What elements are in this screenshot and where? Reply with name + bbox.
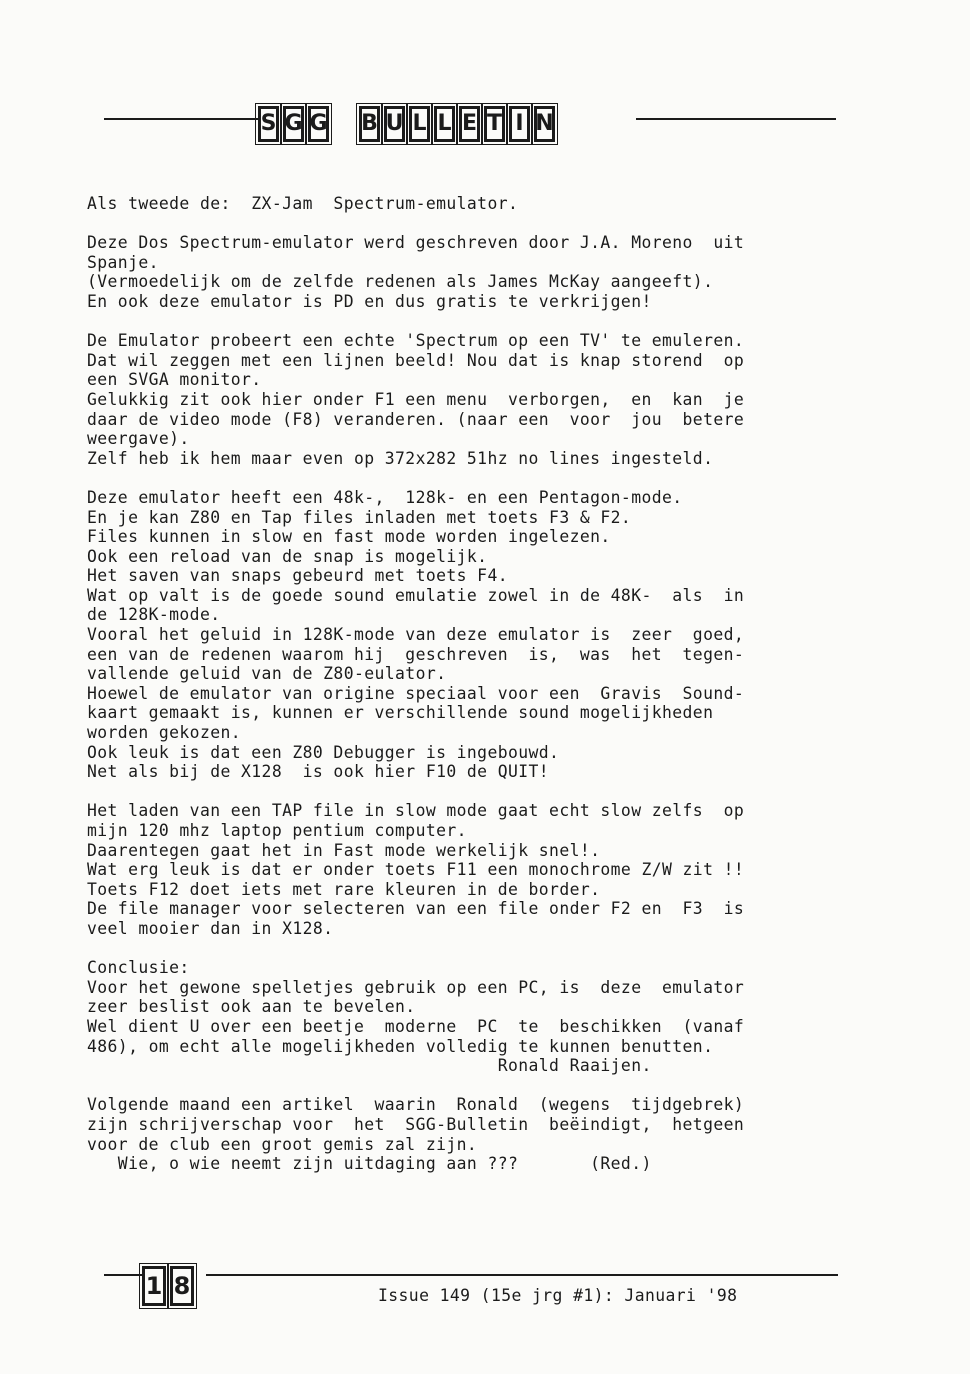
text-line: Volgende maand een artikel waarin Ronald (wegens tijdgebrek)	[87, 1095, 745, 1115]
text-line: Het saven van snaps gebeurd met toets F4.	[87, 566, 508, 586]
text-line: En je kan Z80 en Tap files inladen met toets F3 & F2.	[87, 507, 632, 527]
text-line: Ronald Raaijen.	[87, 1056, 652, 1076]
text-line: zijn schrijverschap voor het SGG-Bulletin beëindigt, hetgeen	[87, 1114, 745, 1134]
paragraph-gap	[87, 939, 857, 959]
masthead-letter: G	[308, 106, 329, 142]
text-line: De Emulator probeert een echte 'Spectrum op een TV' te emuleren.	[87, 331, 745, 351]
text-line: een van de redenen waarom hij geschreven is, was het tegen-	[87, 644, 745, 664]
masthead-word-bulletin	[359, 106, 555, 142]
text-line: De file manager voor selecteren van een file onder F2 en F3 is	[87, 899, 745, 919]
page-number-letter: 1	[142, 1266, 166, 1306]
text-line: voor de club een groot gemis zal zijn.	[87, 1134, 478, 1154]
text-line: vallende geluid van de Z80-eulator.	[87, 664, 447, 684]
masthead-letter: U	[384, 106, 405, 142]
masthead-letter: E	[459, 106, 480, 142]
masthead-letter: T	[484, 106, 505, 142]
masthead-letter: N	[534, 106, 555, 142]
text-line: zeer beslist ook aan te bevelen.	[87, 997, 416, 1017]
text-line: daar de video mode (F8) veranderen. (naar een voor jou betere	[87, 409, 745, 429]
article-body	[87, 194, 857, 1174]
text-line: Hoewel de emulator van origine speciaal voor een Gravis Sound-	[87, 683, 745, 703]
text-line: Wel dient U over een beetje moderne PC te beschikken (vanaf	[87, 1016, 745, 1036]
text-line: Wat erg leuk is dat er onder toets F11 een monochrome Z/W zit !!	[87, 860, 745, 880]
masthead-letter: S	[258, 106, 279, 142]
text-line: Gelukkig zit ook hier onder F1 een menu verborgen, en kan je	[87, 389, 745, 409]
text-line: Deze Dos Spectrum-emulator werd geschreven door J.A. Moreno uit	[87, 233, 745, 253]
text-line: de 128K-mode.	[87, 605, 221, 625]
page-number	[142, 1266, 194, 1306]
text-line: Voor het gewone spelletjes gebruik op een PC, is deze emulator	[87, 977, 745, 997]
text-line: Vooral het geluid in 128K-mode van deze emulator is zeer goed,	[87, 625, 745, 645]
paragraph-gap	[87, 214, 857, 234]
issue-info: Issue 149 (15e jrg #1): Januari '98	[378, 1286, 738, 1305]
text-line: Deze emulator heeft een 48k-, 128k- en een Pentagon-mode.	[87, 487, 683, 507]
text-line: Het laden van een TAP file in slow mode gaat echt slow zelfs op	[87, 801, 745, 821]
masthead-letter: I	[509, 106, 530, 142]
text-line: Conclusie:	[87, 958, 190, 978]
page-number-letter: 8	[170, 1266, 194, 1306]
text-line: mijn 120 mhz laptop pentium computer.	[87, 821, 467, 840]
footer-rule-left	[104, 1274, 142, 1276]
masthead-letter: B	[359, 106, 380, 142]
text-line: Spanje.	[87, 252, 159, 272]
text-line: worden gekozen.	[87, 723, 242, 743]
text-line: (Vermoedelijk om de zelfde redenen als James McKay aangeeft).	[87, 272, 714, 292]
masthead-word-sgg	[258, 106, 329, 142]
text-line: kaart gemaakt is, kunnen er verschillende sound mogelijkheden	[87, 703, 714, 723]
text-line: 486), om echt alle mogelijkheden volledig te kunnen benutten.	[87, 1036, 714, 1056]
text-line: een SVGA monitor.	[87, 370, 262, 390]
text-line: Zelf heb ik hem maar even op 372x282 51hz no lines ingesteld.	[87, 448, 714, 468]
header-rule-right	[636, 118, 836, 120]
text-line: veel mooier dan in X128.	[87, 918, 334, 938]
text-line: Als tweede de: ZX-Jam Spectrum-emulator.	[87, 194, 519, 213]
text-line: En ook deze emulator is PD en dus gratis te verkrijgen!	[87, 291, 652, 311]
masthead-letter: L	[434, 106, 455, 142]
masthead-letter: L	[409, 106, 430, 142]
header-rule-left	[104, 118, 260, 120]
paragraph-gap	[87, 782, 857, 802]
text-line: Ook een reload van de snap is mogelijk.	[87, 546, 488, 566]
text-line: Wie, o wie neemt zijn uitdaging aan ??? (Red.)	[87, 1154, 652, 1174]
masthead-letter: G	[283, 106, 304, 142]
paragraph-gap	[87, 312, 857, 332]
paragraph-gap	[87, 1076, 857, 1096]
text-line: Daarentegen gaat het in Fast mode werkelijk snel!.	[87, 840, 601, 860]
masthead-logo	[258, 104, 555, 144]
paragraph-gap	[87, 468, 857, 488]
text-line: Wat op valt is de goede sound emulatie zowel in de 48K- als in	[87, 585, 745, 605]
text-line: Ook leuk is dat een Z80 Debugger is ingebouwd.	[87, 742, 560, 762]
footer-rule-right	[206, 1274, 838, 1276]
text-line: Toets F12 doet iets met rare kleuren in de border.	[87, 879, 601, 899]
text-line: Net als bij de X128 is ook hier F10 de QUIT!	[87, 762, 550, 782]
text-line: Dat wil zeggen met een lijnen beeld! Nou dat is knap storend op	[87, 350, 745, 370]
text-line: Files kunnen in slow en fast mode worden ingelezen.	[87, 527, 611, 547]
text-line: weergave).	[87, 429, 190, 449]
